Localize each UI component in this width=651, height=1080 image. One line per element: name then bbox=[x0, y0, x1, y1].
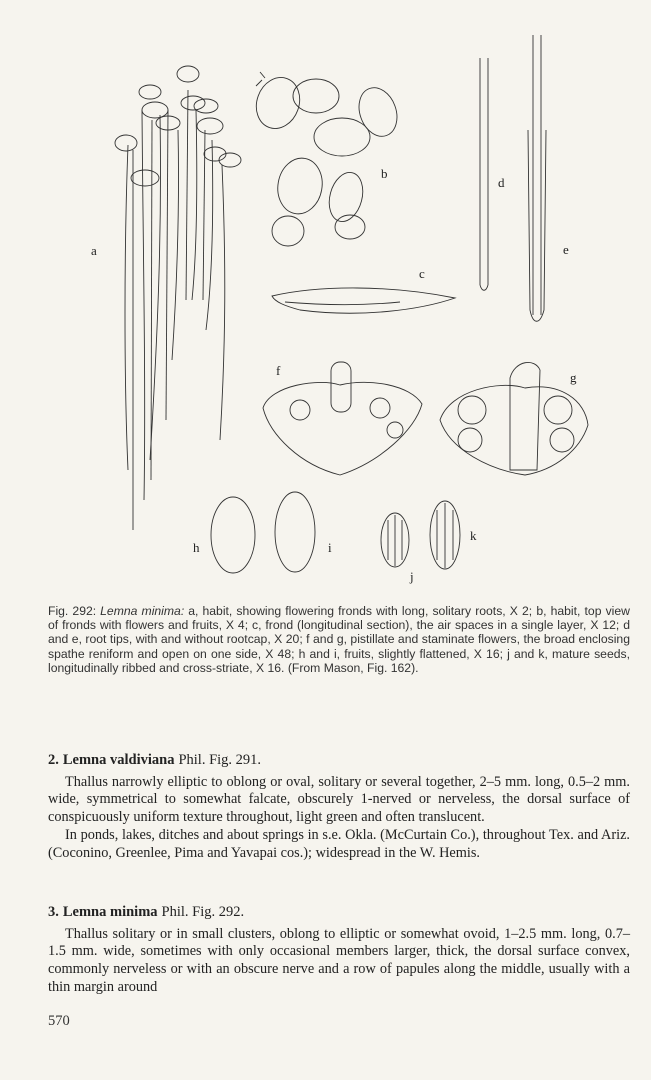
species-authority: Phil. Fig. 291. bbox=[178, 752, 262, 768]
root-tips-d-e bbox=[480, 35, 546, 321]
caption-species: Lemna minima: bbox=[100, 604, 185, 618]
label-i: i bbox=[328, 540, 332, 555]
label-k: k bbox=[470, 528, 477, 543]
frond-section-c bbox=[272, 288, 455, 313]
habit-fronds-a bbox=[115, 66, 241, 530]
caption-lead: Fig. 292: bbox=[48, 604, 97, 618]
label-c: c bbox=[419, 266, 425, 281]
species-name: Lemna minima bbox=[62, 904, 158, 920]
species-heading bbox=[48, 904, 630, 922]
distribution-paragraph: In ponds, lakes, ditches and about springs in s.e. Okla. (McCurtain Co.), throughout Tex. and Ariz. (Coconino, Greenlee, Pima and Yavapai cos.); widespread in the W. Hemis. bbox=[48, 826, 630, 861]
species-name: Lemna valdiviana bbox=[62, 752, 175, 768]
species-entry-minima bbox=[48, 904, 630, 997]
species-authority: Phil. Fig. 292. bbox=[161, 904, 245, 920]
page-number: 570 bbox=[48, 1013, 70, 1029]
species-number: 2. bbox=[48, 752, 59, 768]
label-f: f bbox=[276, 363, 281, 378]
species-number: 3. bbox=[48, 904, 59, 920]
label-h: h bbox=[193, 540, 200, 555]
description-paragraph: Thallus narrowly elliptic to oblong or oval, solitary or several together, 2–5 mm. long, 0.5–2 mm. wide, symmetrical to somewhat falcate, obscurely 1-nerved or nerveless, the dorsal surface of conspicuously uniform texture throughout, light green and often translucent. bbox=[48, 773, 630, 826]
staminate-flower-g bbox=[440, 362, 588, 475]
label-d: d bbox=[498, 175, 505, 190]
label-j: j bbox=[410, 569, 414, 584]
species-entry-valdiviana bbox=[48, 752, 630, 862]
pistillate-flower-f bbox=[263, 362, 422, 475]
label-e: e bbox=[563, 242, 569, 257]
description-paragraph: Thallus solitary or in small clusters, oblong to elliptic or somewhat ovoid, 1–2.5 mm. long, 0.7–1.5 mm. wide, sometimes with only occasional members larger, thick, the dorsal surface convex, commonly nerveless or with an obscure nerve and a row of papules along the middle, usually with a thin margin around bbox=[48, 925, 630, 995]
fronds-top-view-b bbox=[249, 71, 403, 246]
figure-caption bbox=[48, 604, 630, 675]
seeds-j-k bbox=[381, 501, 460, 569]
label-g: g bbox=[570, 370, 577, 385]
caption-body: a, habit, showing flowering fronds with long, solitary roots, X 2; b, habit, top view of fronds with flowers and fruits, X 4; c, frond (longitudinal section), the air spaces in a single layer, X 12; d and e, root tips, with and without rootcap, X 20; f and g, pistillate and staminate flowers, the broad enclosing spathe reniform and open on one side, X 48; h and i, fruits, slightly flattened, X 16; j and k, mature seeds, longitudinally ribbed and cross-striate, X 16. (From Mason, Fig. 162). bbox=[48, 604, 630, 675]
label-a: a bbox=[91, 243, 97, 258]
label-b: b bbox=[381, 166, 388, 181]
fruits-h-i bbox=[211, 492, 315, 573]
species-heading bbox=[48, 752, 630, 770]
